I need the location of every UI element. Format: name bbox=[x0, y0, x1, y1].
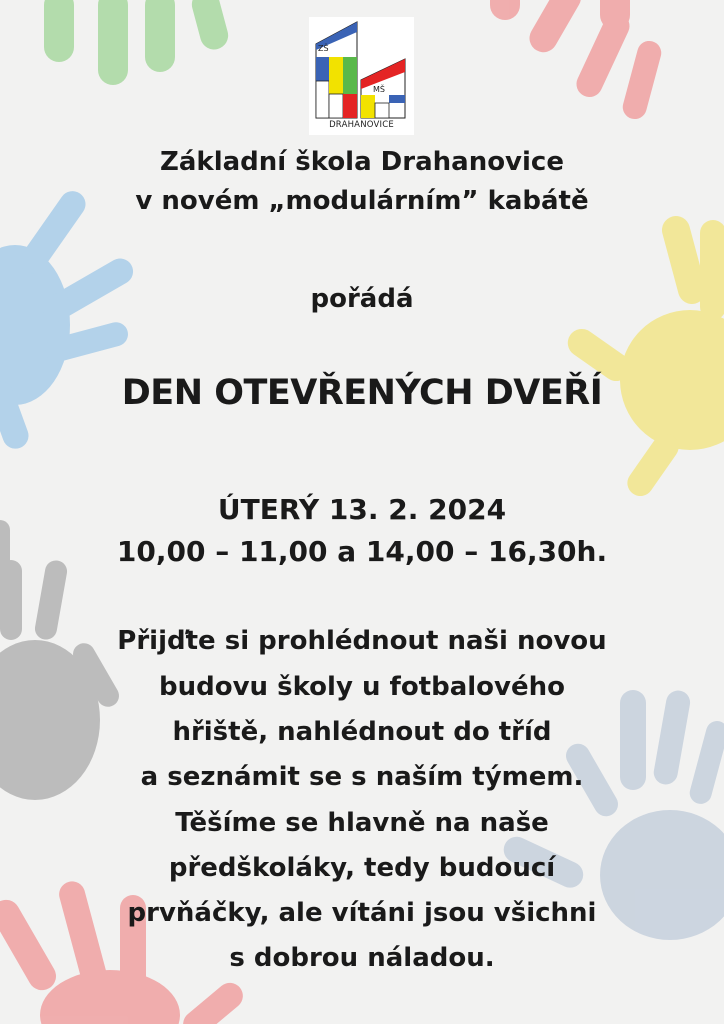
body-line-2: budovu školy u fotbalového bbox=[159, 672, 565, 702]
body-line-8: s dobrou náladou. bbox=[229, 943, 495, 973]
school-logo bbox=[309, 17, 414, 135]
logo-zs-label: ZŠ bbox=[318, 44, 329, 53]
body-line-5: Těšíme se hlavně na naše bbox=[175, 808, 549, 838]
event-time: 10,00 – 11,00 a 14,00 – 16,30h. bbox=[116, 535, 608, 568]
logo-ms-label: MŠ bbox=[373, 85, 385, 94]
body-line-7: prvňáčky, ale vítáni jsou všichni bbox=[127, 898, 597, 928]
heading-line-2: v novém „modulárním” kabátě bbox=[135, 186, 589, 216]
body-line-6: předškoláky, tedy budoucí bbox=[168, 853, 556, 883]
body-line-1: Přijďte si prohlédnout naši novou bbox=[117, 626, 607, 656]
logo-school-name: DRAHANOVICE bbox=[329, 120, 394, 130]
heading-line-1: Základní škola Drahanovice bbox=[160, 147, 564, 177]
body-line-3: hřiště, nahlédnout do tříd bbox=[172, 717, 552, 747]
organizes-text: pořádá bbox=[310, 284, 414, 314]
body-line-4: a seznámit se s naším týmem. bbox=[140, 762, 584, 792]
event-date: ÚTERÝ 13. 2. 2024 bbox=[217, 493, 507, 526]
event-title: DEN OTEVŘENÝCH DVEŘÍ bbox=[121, 373, 603, 413]
